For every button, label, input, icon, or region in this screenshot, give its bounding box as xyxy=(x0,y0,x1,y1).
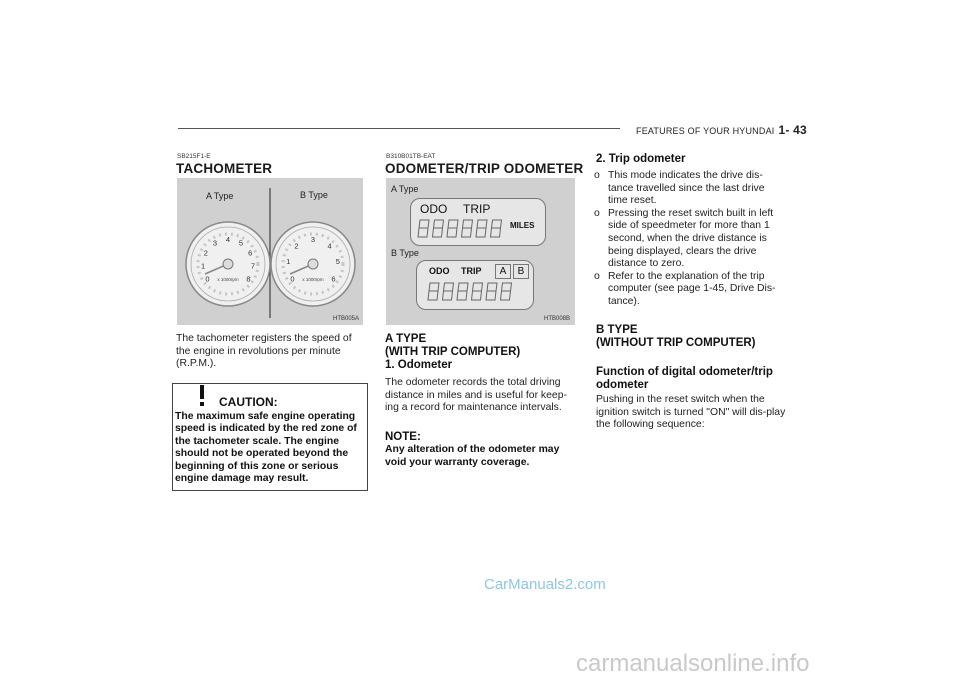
list-item xyxy=(594,170,784,208)
page-number: 1- 43 xyxy=(778,123,807,137)
odo-b-label: B Type xyxy=(391,248,419,258)
tach-a-label: A Type xyxy=(206,191,234,201)
lcd-digit xyxy=(462,220,473,237)
odo-b-odo-label: ODO xyxy=(429,266,450,276)
a-type-heading-line: 1. Odometer xyxy=(385,359,453,371)
tach-a-tick-label: 5 xyxy=(238,238,244,248)
tach-a-tick-label: 6 xyxy=(248,248,253,258)
odo-a-trip-label: TRIP xyxy=(463,202,491,216)
b-type-heading-line: B TYPE xyxy=(596,324,638,336)
odo-b-digits xyxy=(427,282,527,304)
tach-b-tick-label: 0 xyxy=(290,274,295,284)
lcd-digit xyxy=(447,220,458,237)
trip-bullets xyxy=(594,170,784,309)
lcd-digit xyxy=(472,283,483,300)
tach-b-tick-label: 4 xyxy=(327,241,332,251)
lcd-digit xyxy=(428,283,439,300)
tachometer-code: SB215F1-E xyxy=(177,153,211,160)
b-type-heading xyxy=(596,324,756,350)
lcd-digit xyxy=(433,220,444,237)
bullet-text: Refer to the explanation of the trip computer (see page 1-45, Drive Dis-tance). xyxy=(608,270,776,307)
lcd-digit xyxy=(443,283,454,300)
tachometer-gauges xyxy=(177,178,363,325)
lcd-digit xyxy=(501,283,512,300)
lcd-digit xyxy=(476,220,487,237)
odo-b-b-indicator: B xyxy=(513,264,529,279)
odo-a-miles-label: MILES xyxy=(510,221,535,230)
tachometer-title: TACHOMETER xyxy=(176,161,273,176)
odo-a-odo-label: ODO xyxy=(420,202,448,216)
tach-b-unit: x 1000rpm xyxy=(302,277,324,282)
tach-a-tick-label: 1 xyxy=(201,261,206,271)
tach-b-tick-label: 3 xyxy=(310,235,316,244)
running-head xyxy=(636,123,807,137)
tach-a-tick-label: 0 xyxy=(205,274,210,284)
list-item xyxy=(594,271,784,309)
function-text: Pushing in the reset switch when the ignition switch is turned "ON" will dis-play the following sequence: xyxy=(596,394,786,431)
odo-a-display xyxy=(410,198,546,246)
odometer-code: B310B01TB-EAT xyxy=(386,153,436,160)
odometer-figure xyxy=(386,178,575,325)
bullet-mark: o xyxy=(594,207,600,219)
odo-fig-code: HTB008B xyxy=(544,316,571,322)
tach-b-tick-label: 5 xyxy=(335,257,340,267)
tach-a-tick-label: 8 xyxy=(246,274,251,284)
a-type-heading xyxy=(385,333,520,372)
odo-b-display xyxy=(416,260,534,310)
bullet-text: Pressing the reset switch built in left side of speedmeter for more than 1 second, when the drive distance is being displayed, clears the drive distance to zero. xyxy=(608,207,774,270)
tach-fig-code: HTB005A xyxy=(333,316,360,322)
function-heading-line: odometer xyxy=(596,379,649,391)
odo-a-label: A Type xyxy=(391,184,419,194)
tachometer-text: The tachometer registers the speed of the engine in revolutions per minute (R.P.M.). xyxy=(176,333,352,370)
bullet-text: This mode indicates the drive dis-tance travelled since the last drive time reset. xyxy=(608,170,765,207)
tachometer-figure xyxy=(177,178,363,325)
tach-b-tick-label: 2 xyxy=(294,241,299,251)
header-rule xyxy=(178,128,620,129)
caution-text: The maximum safe engine operating speed is indicated by the red zone of the tachometer scale. The engine should not be operated beyond the beginning of this zone or serious engine damage may result. xyxy=(175,411,357,485)
bullet-mark: o xyxy=(594,170,600,181)
odo-b-a-indicator: A xyxy=(495,264,511,279)
odometer-text: The odometer records the total driving distance in miles and is useful for keep-ing a record for maintenance intervals. xyxy=(385,377,567,414)
a-type-heading-line: (WITH TRIP COMPUTER) xyxy=(385,346,521,358)
watermark-carmanuals2: CarManuals2.com xyxy=(484,576,606,593)
note-text: Any alteration of the odometer may void your warranty coverage. xyxy=(385,444,560,468)
odo-a-digits xyxy=(417,219,509,241)
tach-b-label: B Type xyxy=(300,190,328,200)
odo-b-trip-label: TRIP xyxy=(461,266,482,276)
tach-a-tick-label: 3 xyxy=(212,238,218,248)
a-type-heading-line: A TYPE xyxy=(385,333,427,345)
function-heading-line: Function of digital odometer/trip xyxy=(596,366,773,378)
trip-heading: 2. Trip odometer xyxy=(596,153,686,165)
tach-b-tick-label: 1 xyxy=(286,257,291,267)
section-name: FEATURES OF YOUR HYUNDAI xyxy=(636,126,775,136)
exclamation-icon xyxy=(191,382,213,408)
lcd-digit xyxy=(418,220,429,237)
caution-title: CAUTION: xyxy=(219,395,278,409)
tach-b-tick-label: 6 xyxy=(331,274,336,284)
odometer-title: ODOMETER/TRIP ODOMETER xyxy=(385,161,584,176)
caution-box xyxy=(172,383,368,491)
list-item xyxy=(594,208,784,271)
lcd-digit xyxy=(491,220,502,237)
b-type-heading-line: (WITHOUT TRIP COMPUTER) xyxy=(596,337,756,349)
note-title: NOTE: xyxy=(385,431,421,443)
tach-a-unit: x 1000rpm xyxy=(217,277,239,282)
watermark-carmanualsonline: carmanualsonline.info xyxy=(576,650,810,677)
bullet-mark: o xyxy=(594,270,600,282)
tach-a-tick-label: 7 xyxy=(250,261,255,271)
function-heading xyxy=(596,366,773,392)
tach-a-tick-label: 4 xyxy=(225,235,231,244)
lcd-digit xyxy=(486,283,497,300)
tach-a-tick-label: 2 xyxy=(203,248,208,258)
lcd-digit xyxy=(457,283,468,300)
